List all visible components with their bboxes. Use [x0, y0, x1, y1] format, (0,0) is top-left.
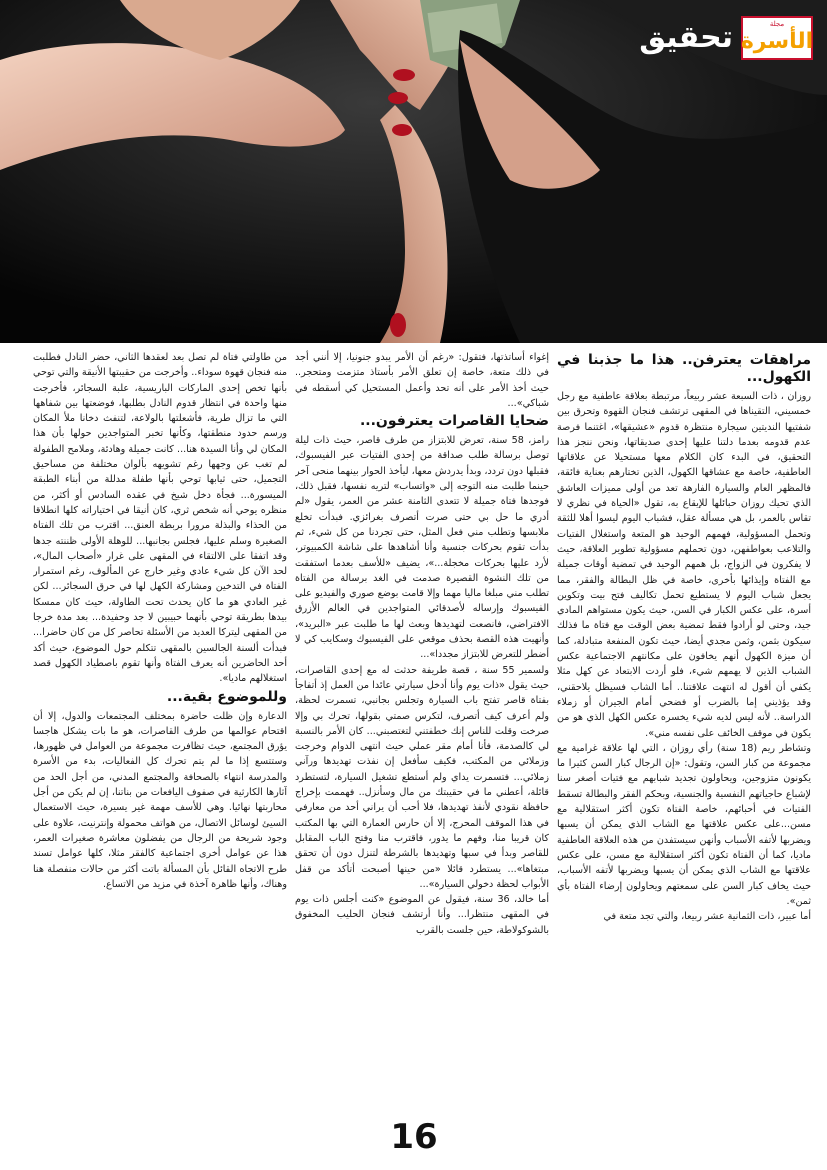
article-column-3: [33, 350, 287, 1140]
paragraph: من طاولتي فتاة لم تصل بعد لعقدها الثاني، حضر النادل فطلبت منه فنجان قهوة سوداء.. وأخرجت من حقيبتها الأنيقة والتي توحي بأنها تخص إحدى الماركات الباريسية، علبة السجائر، فأخرجت منها واحدة في انتظار قدوم النادل بطلبها، فوضعتها بين شفاهها التي ما تزال طرية، فأشعلتها بالولاعة، لتنفث دخانا ملأ المكان ورسم حدود منطقتها، وكأنها تخبر المتواجدين حولها بأن هذا المكان لي وأنا السيدة هنا... كانت جميلة وهادئة، وملامح الطفولة لم تغب عن وجهها رغم تشويهه بألوان مختلفة من مساحيق التجميل، حتى ثيابها توحي بأنها طفلة مدللة من أبناء الطبقة الميسورة... فجأة دخل شيخ في عقده السادس أو أكثر، من منظره يوحي أنه شخص ثري، كان أنيقا في اختياراته كلها انطلاقا من الحذاء والبذلة مرورا بربطة العنق... اقترب من تلك الفتاة الصغيرة وسلم عليها، فجلس بجانبها... للوهلة الأولى ظننته جدها وقد اتفقا على الالتقاء في المقهى على غرار «أصحاب المال»، لحد الآن كل شيء عادي وغير خارج عن المألوف، رغم استمرار الفتاة في التدخين ومشاركة الكهل لها في حرق السجائر... لكن غير العادي هو ما كان يحدث تحت الطاولة، حيث كان ممسكا بيدها بطريقة توحي بأنهما حبيبين لا جد وحفيدة... بعد مدة خرجا من المقهى ليتركا العديد من الأسئلة تحاصر كل من كان حاضرا... فبدأت ألسنة الجالسين بالمقهى تتكلم حول الموضوع، حيث أكد أحد الحاضرين أنه يعرف الفتاة وأنها تقوم باصطياد الكهول قصد استغلالهم ماديا».: [33, 352, 287, 685]
paragraph: وتشاطر ريم (18 سنة) رأي روزان ، التي لها علاقة غرامية مع مجموعة من كبار السن، وتقول: «إن الرجال كبار السن كثيرا ما يكونون متزوجين، ويحاولون تجديد شبابهم مع فتيات أصغر سنا لإشباع حاجياتهم النفسية والجنسية، وبحكم الفقر والبطالة تسقط الفتيات في أحبائهم، خاصة الفتاة تكون أكثر استقلالية مع مسن...على عكس علاقتها مع الشاب الذي يمكن أن يسبها ويضربها لأتفه الأسباب وأنهن سيستفدن من هذه العلاقة العاطفية ماديا، كما أن الفتاة تكون أكثر استقلالية مع مسن، على عكس علاقتها مع الشاب الذي يمكن أن يسبها ويضربها لأتفه الأسباب، حيث يخاف كبار السن على سمعتهم ويحاولون إرضاء الفتاة بأي ثمن».: [557, 742, 811, 907]
magazine-logo: [741, 16, 813, 60]
logo-subtitle: مجلة: [769, 21, 785, 28]
article-column-1: [557, 350, 811, 1140]
column-heading: مراهقات يعترفن.. هذا ما جذبنا في الكهول...: [557, 352, 811, 385]
column-heading: ضحايا القاصرات يعترفون...: [359, 413, 549, 430]
article-column-2: [295, 350, 549, 1140]
column-heading: وللموضوع بقية...: [166, 688, 287, 705]
page-number: 16: [390, 1117, 438, 1157]
paragraph: إغواء أساتذتها، فتقول: «رغم أن الأمر يبدو جنونيا، إلا أنني أجد في ذلك متعة، خاصة إن تعلق الأمر بأستاذ متزمت ومتحجر.. حيث أخذ الأمر على أنه تحد وأعمل المستحيل كي أسقطه في شباكي»...: [295, 352, 549, 409]
paragraph: روزان ، ذات السبعة عشر ربيعاً، مرتبطة بعلاقة عاطفية مع رجل خمسيني، التقيناها في المقهى ترتشف فنجان القهوة وتحرق بين شفتيها النديتين سيجارة منتظرة قدوم «عشيقها»، اغتنما فرصة عدم قدومه بعدما دلتنا عليها إحدى صديقاتها، ونحن ننجز هذا التحقيق، في البدء كان الكلام معها مستحيلا عن علاقاتها العاطفية، خاصة مع عشاقها الكهول، الذين تختارهم بعناية فائقة، فالمظهر العام والسيارة الفارهة تعد من أولى مميزات العاشق الذي تحيك روزان حبائلها للإيقاع به، تقول «الحياة في نظري لا تقاس بالعمر، بل هي مسألة عقل، فشباب اليوم ليسوا أهلا للثقة وتحمل المسؤولية، فهمهم الوحيد هو المتعة واستغلال الفتيات والتلاعب بعواطفهن، دون تحملهم مسؤولية تطوير العلاقة، حيث لا يفكرون في الزواج، بل همهم الوحيد في تمضية أوقات جميلة مع الفتاة وإيذائها بأخرى، خاصة في ظل البطالة والفقر، مما يجعل شباب اليوم لا يستطيع تحمل تكاليف فتح بيت وتكوين أسرة، على عكس الكبار في السن، حيث يكون مستواهم المادي جيد، وحتى لو أرادوا فقط تمضية بعض الوقت مع فتاة ما فذلك سيكون بثمن، وثمن مجدي أيضا، حيث تكون المنفعة متبادلة، كما أن ميزة الكهول أنهم يخافون على مكانتهم الاجتماعية عكس الشباب الذين لا يهمهم شيء، فلو أردت الابتعاد عن كهل مثلا يكفي أن أقول له انتهت علاقتنا.. أما الشاب فسيظل يلاحقني، وقد يؤذيني إما بالضرب أو فضحي أمام الجيران أو زملاء الدراسة.. لأنه ليس لديه شيء يخسره عكس الكهل الذي هو من يكون في موقف الخائف على نفسه مني».: [557, 391, 811, 739]
section-title: تحقيق: [639, 20, 733, 55]
logo-text: الأسرة: [740, 29, 814, 54]
paragraph: الدعارة وإن ظلت حاضرة بمختلف المجتمعات والدول، إلا أن اقتحام عوالمها من طرف القاصرات، هو ما بات يشكل هاجسا يؤرق المجتمع، حيث تظافرت مجموعة من العوامل في ظهورها، وستتسع إذا ما لم يتم تحرك كل الفعاليات، بدء من الأسرة والمدرسة انتهاء بالصحافة والمجتمع المدني، من أجل الحد من آثارها الكارثية في صفوف اليافعات من بناتنا، إن لم يكن من أجل محاربتها نهائيا. وهي للأسف مهمة غير يسيرة، حيث الاستعمال السيئ لوسائل الاتصال، من هواتف محمولة وإنترنيت، علاوة على وجود شريحة من الرجال من يفضلون معاشرة صغيرات العمر، هذا عن عوامل أخرى اجتماعية كالفقر مثلا، كلها عوامل تسند طرح الاتجاه القائل بأن المسألة باتت أكثر من حالات منفصلة هنا وهناك، وأنها ظاهرة آخذة في مزيد من الاتساع.: [33, 710, 287, 890]
paragraph: رامز، 58 سنة، تعرض للابتزاز من طرف قاصر، حيث ذات ليلة توصل برسالة طلب صداقة من إحدى الفتيات عبر الفيسبوك، فقبلها دون تردد، وبدأ يدردش معها، ليأخذ الحوار بينهما منحى آخر حينما طلبت منه التوجه إلى «واتساب» لتريه نفسها، فقبل ذلك، فوجدها فتاة جميلة لا تتعدى الثامنة عشر من العمر، يقول «لم أدري ما حل بي حتى صرت أتصرف بغرائزي. فبدأت تخلع ملابسها وتطلب مني فعل المثل، حتى تجردنا من كل شيء، ثم بدأت تقوم بحركات جنسية وأنا أشاهدها على شاشة الكمبيوتر، لأرد عليها بحركات مخجلة...»، يضيف «للأسف بعدما استفقت من تلك النشوة القصيرة صدمت في الغد برسالة من الفتاة تطلب مني مبلغا ماليا مهما وإلا قامت بوضع صوري والفيديو على الفيسبوك وإرساله لأصدقائي المتواجدين في العالم الأزرق الافتراضي، فانصعت لتهديدها وبعث لها ما طلبت عبر «البريد»، وأنهيت هذه القصة بحذف موقعي على الفيسبوك وسكايب كي لا أضطر للتعرض للابتزاز مجددا»...: [295, 435, 549, 661]
paragraph: أما عبير، ذات الثمانية عشر ربيعا، والتي تجد متعة في: [603, 911, 811, 923]
paragraph: ولسمير 55 سنة ، قصة طريفة حدثت له مع إحدى القاصرات، حيث يقول «ذات يوم وأنا أدخل سيارتي عائدا من العمل إذ أتفاجأ بفتاة قاصر تفتح باب السيارة وتجلس بجانبي، تسمرت لحظة، ولم أعرف كيف أتصرف، لتكرس صمتي بقولها، تحرك بي وإلا صرخت وقلت للناس إنك خطفتني لتغتصبني... كان الأمر بالنسبة لي كالصدمة، فأنا أمام مقر عملي حيث انتهى الدوام وخرجت وزملائي من المكتب، فكيف سأفعل إن نفذت تهديدها ورآني زملائي... فتسمرت يداي ولم أستطع تشغيل السيارة، لتستطرد قائلة، أعطني ما في حقيبتك من مال وسأنزل.. فهممت بإخراج حافظة نقودي لأنفذ تهديدها، فلا أحب أن يراني أحد من معارفي في هذا الموقف المحرج، إلا أن حارس العمارة التي بها المكتب كان قريبا منا، وفهم ما يدور، فاقترب منا وفتح الباب المقابل للقاصر وبدأ في سبها وتهديدها بالشرطة لتنزل دون أن تحقق مبتغاها»... يستطرد قائلا «من حينها أصبحت أتأكد من قفل الأبواب لحظة دخولي السيارة»...: [295, 664, 549, 890]
paragraph: أما خالد، 36 سنة، فيقول عن الموضوع «كنت أجلس ذات يوم في المقهى منتظرا... وأنا أرتشف فنجان الحليب المخفوق بالشوكولاطة، حين جلست بالقرب: [295, 894, 549, 936]
